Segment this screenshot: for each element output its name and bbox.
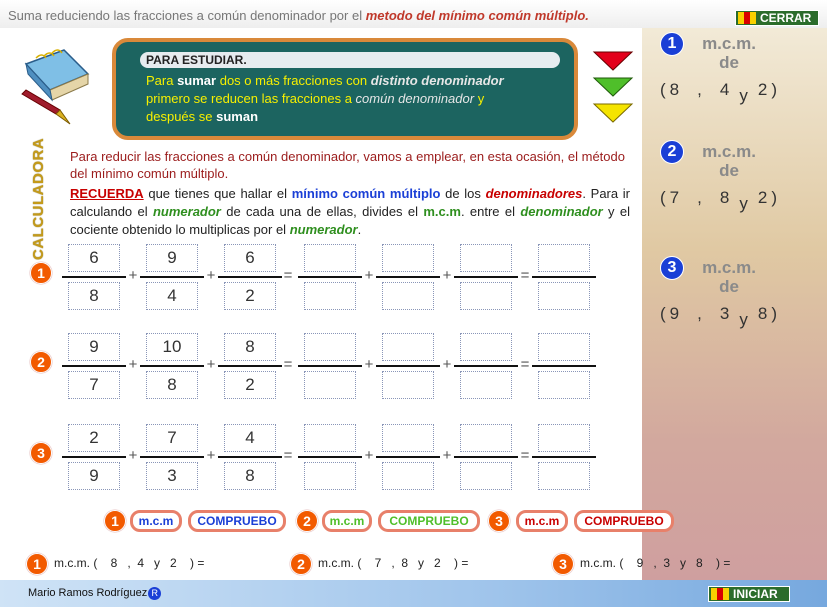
fraction-bar — [140, 276, 204, 278]
fraction-bar — [298, 365, 362, 367]
exercise-number-1: 1 — [30, 262, 52, 284]
mcm-number-3: 3 — [660, 256, 684, 280]
denominator-input[interactable] — [382, 462, 434, 490]
color-arrows[interactable] — [592, 50, 634, 125]
summary-mcm-2: m.c.m. ( 7 , 8 y 2 ) = — [318, 556, 469, 570]
denominator-input[interactable] — [382, 282, 434, 310]
title-highlight: metodo del mínimo común múltiplo. — [365, 8, 589, 23]
answer-fraction — [298, 333, 362, 403]
denominator-input[interactable] — [460, 371, 512, 399]
fraction-bar — [376, 276, 440, 278]
fraction-numerator: 2 — [68, 424, 120, 452]
denominator-input[interactable] — [382, 371, 434, 399]
numerator-input[interactable] — [382, 244, 434, 272]
study-title: PARA ESTUDIAR. — [140, 52, 560, 68]
fraction-denominator: 8 — [68, 282, 120, 310]
denominator-input[interactable] — [460, 462, 512, 490]
fraction-numerator: 9 — [68, 333, 120, 361]
answer-fraction — [454, 244, 518, 314]
fraction-bar — [140, 365, 204, 367]
mcm-label: m.c.m. de — [702, 258, 756, 296]
given-fraction — [218, 424, 282, 494]
fraction-bar — [454, 276, 518, 278]
result-fraction — [532, 244, 596, 314]
plus-sign: + — [128, 267, 138, 284]
mcm-values-3: ( 9 , 3 y 8 ) — [660, 304, 777, 329]
summary-mcm-3: m.c.m. ( 9 , 3 y 8 ) = — [580, 556, 731, 570]
numerator-input[interactable] — [460, 333, 512, 361]
fraction-bar — [218, 456, 282, 458]
red-arrow-icon — [594, 52, 632, 70]
given-fraction — [218, 333, 282, 403]
footer — [0, 580, 827, 607]
fraction-bar — [454, 456, 518, 458]
equals-sign: = — [520, 267, 530, 284]
fraction-bar — [532, 365, 596, 367]
plus-sign: + — [442, 356, 452, 373]
numerator-input[interactable] — [382, 333, 434, 361]
given-fraction — [62, 244, 126, 314]
numerator-input[interactable] — [382, 424, 434, 452]
answer-fraction — [454, 333, 518, 403]
fraction-bar — [532, 276, 596, 278]
numerator-input[interactable] — [304, 424, 356, 452]
exercise-number-2: 2 — [30, 351, 52, 373]
exercise-number-3: 3 — [30, 442, 52, 464]
mcm-values-2: ( 7 , 8 y 2 ) — [660, 188, 777, 213]
fraction-bar — [218, 365, 282, 367]
check-number-1: 1 — [104, 510, 126, 532]
page-title: Suma reduciendo las fracciones a común denominador por el metodo del mínimo común múltiplo. — [8, 8, 589, 23]
denominator-input[interactable] — [538, 462, 590, 490]
summary-number-1: 1 — [26, 553, 48, 575]
fraction-numerator: 8 — [224, 333, 276, 361]
given-fraction — [62, 424, 126, 494]
fraction-numerator: 7 — [146, 424, 198, 452]
fraction-denominator: 9 — [68, 462, 120, 490]
summary-mcm-1: m.c.m. ( 8 , 4 y 2 ) = — [54, 556, 205, 570]
denominator-input[interactable] — [304, 282, 356, 310]
plus-sign: + — [206, 447, 216, 464]
denominator-input[interactable] — [304, 371, 356, 399]
start-button[interactable]: INICIAR — [708, 586, 790, 602]
plus-sign: + — [206, 356, 216, 373]
fraction-numerator: 9 — [146, 244, 198, 272]
fraction-numerator: 4 — [224, 424, 276, 452]
fraction-bar — [218, 276, 282, 278]
answer-fraction — [454, 424, 518, 494]
answer-fraction — [376, 424, 440, 494]
book-quill-icon — [16, 44, 96, 126]
mcm-panel — [642, 28, 827, 580]
equals-sign: = — [283, 447, 293, 464]
mcm-block-1 — [642, 30, 827, 120]
summary-number-2: 2 — [290, 553, 312, 575]
equals-sign: = — [283, 356, 293, 373]
numerator-input[interactable] — [538, 244, 590, 272]
flag-icon — [738, 12, 756, 24]
fraction-bar — [454, 365, 518, 367]
summary-number-3: 3 — [552, 553, 574, 575]
numerator-input[interactable] — [460, 244, 512, 272]
registered-icon: R — [148, 587, 161, 600]
study-text: Para sumar dos o más fracciones con distinto denominador primero se reducen las fracciones a común denominador y después se suman — [146, 73, 504, 124]
plus-sign: + — [442, 267, 452, 284]
denominator-input[interactable] — [538, 371, 590, 399]
flag-icon — [711, 588, 729, 600]
close-button[interactable]: CERRAR — [735, 10, 819, 26]
given-fraction — [62, 333, 126, 403]
fraction-bar — [62, 365, 126, 367]
mcm-button-3[interactable]: m.c.m — [516, 510, 568, 532]
fraction-bar — [140, 456, 204, 458]
given-fraction — [140, 424, 204, 494]
result-fraction — [532, 333, 596, 403]
equals-sign: = — [520, 356, 530, 373]
fraction-numerator: 10 — [146, 333, 198, 361]
instruction-text: RECUERDA que tienes que hallar el mínimo común múltiplo de los denominadores. Para ir calculando el numerador de cada una de ellas, divides el m.c.m. entre el denominador y el cociente obtenido lo multiplicas por el numerador. — [70, 186, 631, 237]
check-button-1[interactable]: COMPRUEBO — [188, 510, 286, 532]
calculator-link[interactable]: CALCULADORA — [30, 137, 47, 260]
intro-text: Para reducir las fracciones a común denominador, vamos a emplear, en esta ocasión, el método del mínimo común múltiplo. — [70, 149, 625, 181]
plus-sign: + — [364, 447, 374, 464]
check-number-2: 2 — [296, 510, 318, 532]
mcm-number-2: 2 — [660, 140, 684, 164]
fraction-bar — [376, 456, 440, 458]
fraction-bar — [298, 276, 362, 278]
equals-sign: = — [283, 267, 293, 284]
yellow-arrow-icon — [594, 104, 632, 122]
top-bar — [0, 0, 827, 28]
mcm-label: m.c.m. de — [702, 142, 756, 180]
fraction-denominator: 7 — [68, 371, 120, 399]
given-fraction — [218, 244, 282, 314]
fraction-denominator: 4 — [146, 282, 198, 310]
fraction-denominator: 8 — [224, 462, 276, 490]
mcm-number-1: 1 — [660, 32, 684, 56]
fraction-bar — [62, 276, 126, 278]
fraction-denominator: 2 — [224, 282, 276, 310]
mcm-label: m.c.m. de — [702, 34, 756, 72]
fraction-bar — [376, 365, 440, 367]
fraction-bar — [298, 456, 362, 458]
denominator-input[interactable] — [538, 282, 590, 310]
numerator-input[interactable] — [304, 333, 356, 361]
mcm-block-3 — [642, 254, 827, 344]
green-arrow-icon — [594, 78, 632, 96]
fraction-numerator: 6 — [224, 244, 276, 272]
denominator-input[interactable] — [460, 282, 512, 310]
fraction-denominator: 3 — [146, 462, 198, 490]
mcm-block-2 — [642, 138, 827, 228]
answer-fraction — [376, 244, 440, 314]
numerator-input[interactable] — [538, 333, 590, 361]
given-fraction — [140, 244, 204, 314]
answer-fraction — [298, 244, 362, 314]
check-button-3[interactable]: COMPRUEBO — [574, 510, 674, 532]
check-number-3: 3 — [488, 510, 510, 532]
numerator-input[interactable] — [304, 244, 356, 272]
denominator-input[interactable] — [304, 462, 356, 490]
plus-sign: + — [364, 267, 374, 284]
mcm-button-1[interactable]: m.c.m — [130, 510, 182, 532]
answer-fraction — [298, 424, 362, 494]
numerator-input[interactable] — [538, 424, 590, 452]
mcm-button-2[interactable]: m.c.m — [322, 510, 372, 532]
mcm-values-1: ( 8 , 4 y 2 ) — [660, 80, 777, 105]
numerator-input[interactable] — [460, 424, 512, 452]
result-fraction — [532, 424, 596, 494]
author: Mario Ramos Rodríguez R — [28, 587, 161, 600]
plus-sign: + — [442, 447, 452, 464]
plus-sign: + — [206, 267, 216, 284]
answer-fraction — [376, 333, 440, 403]
study-panel — [112, 38, 578, 140]
fraction-bar — [62, 456, 126, 458]
fraction-denominator: 2 — [224, 371, 276, 399]
given-fraction — [140, 333, 204, 403]
plus-sign: + — [364, 356, 374, 373]
fraction-denominator: 8 — [146, 371, 198, 399]
check-button-2[interactable]: COMPRUEBO — [378, 510, 480, 532]
equals-sign: = — [520, 447, 530, 464]
plus-sign: + — [128, 447, 138, 464]
fraction-numerator: 6 — [68, 244, 120, 272]
fraction-bar — [532, 456, 596, 458]
plus-sign: + — [128, 356, 138, 373]
